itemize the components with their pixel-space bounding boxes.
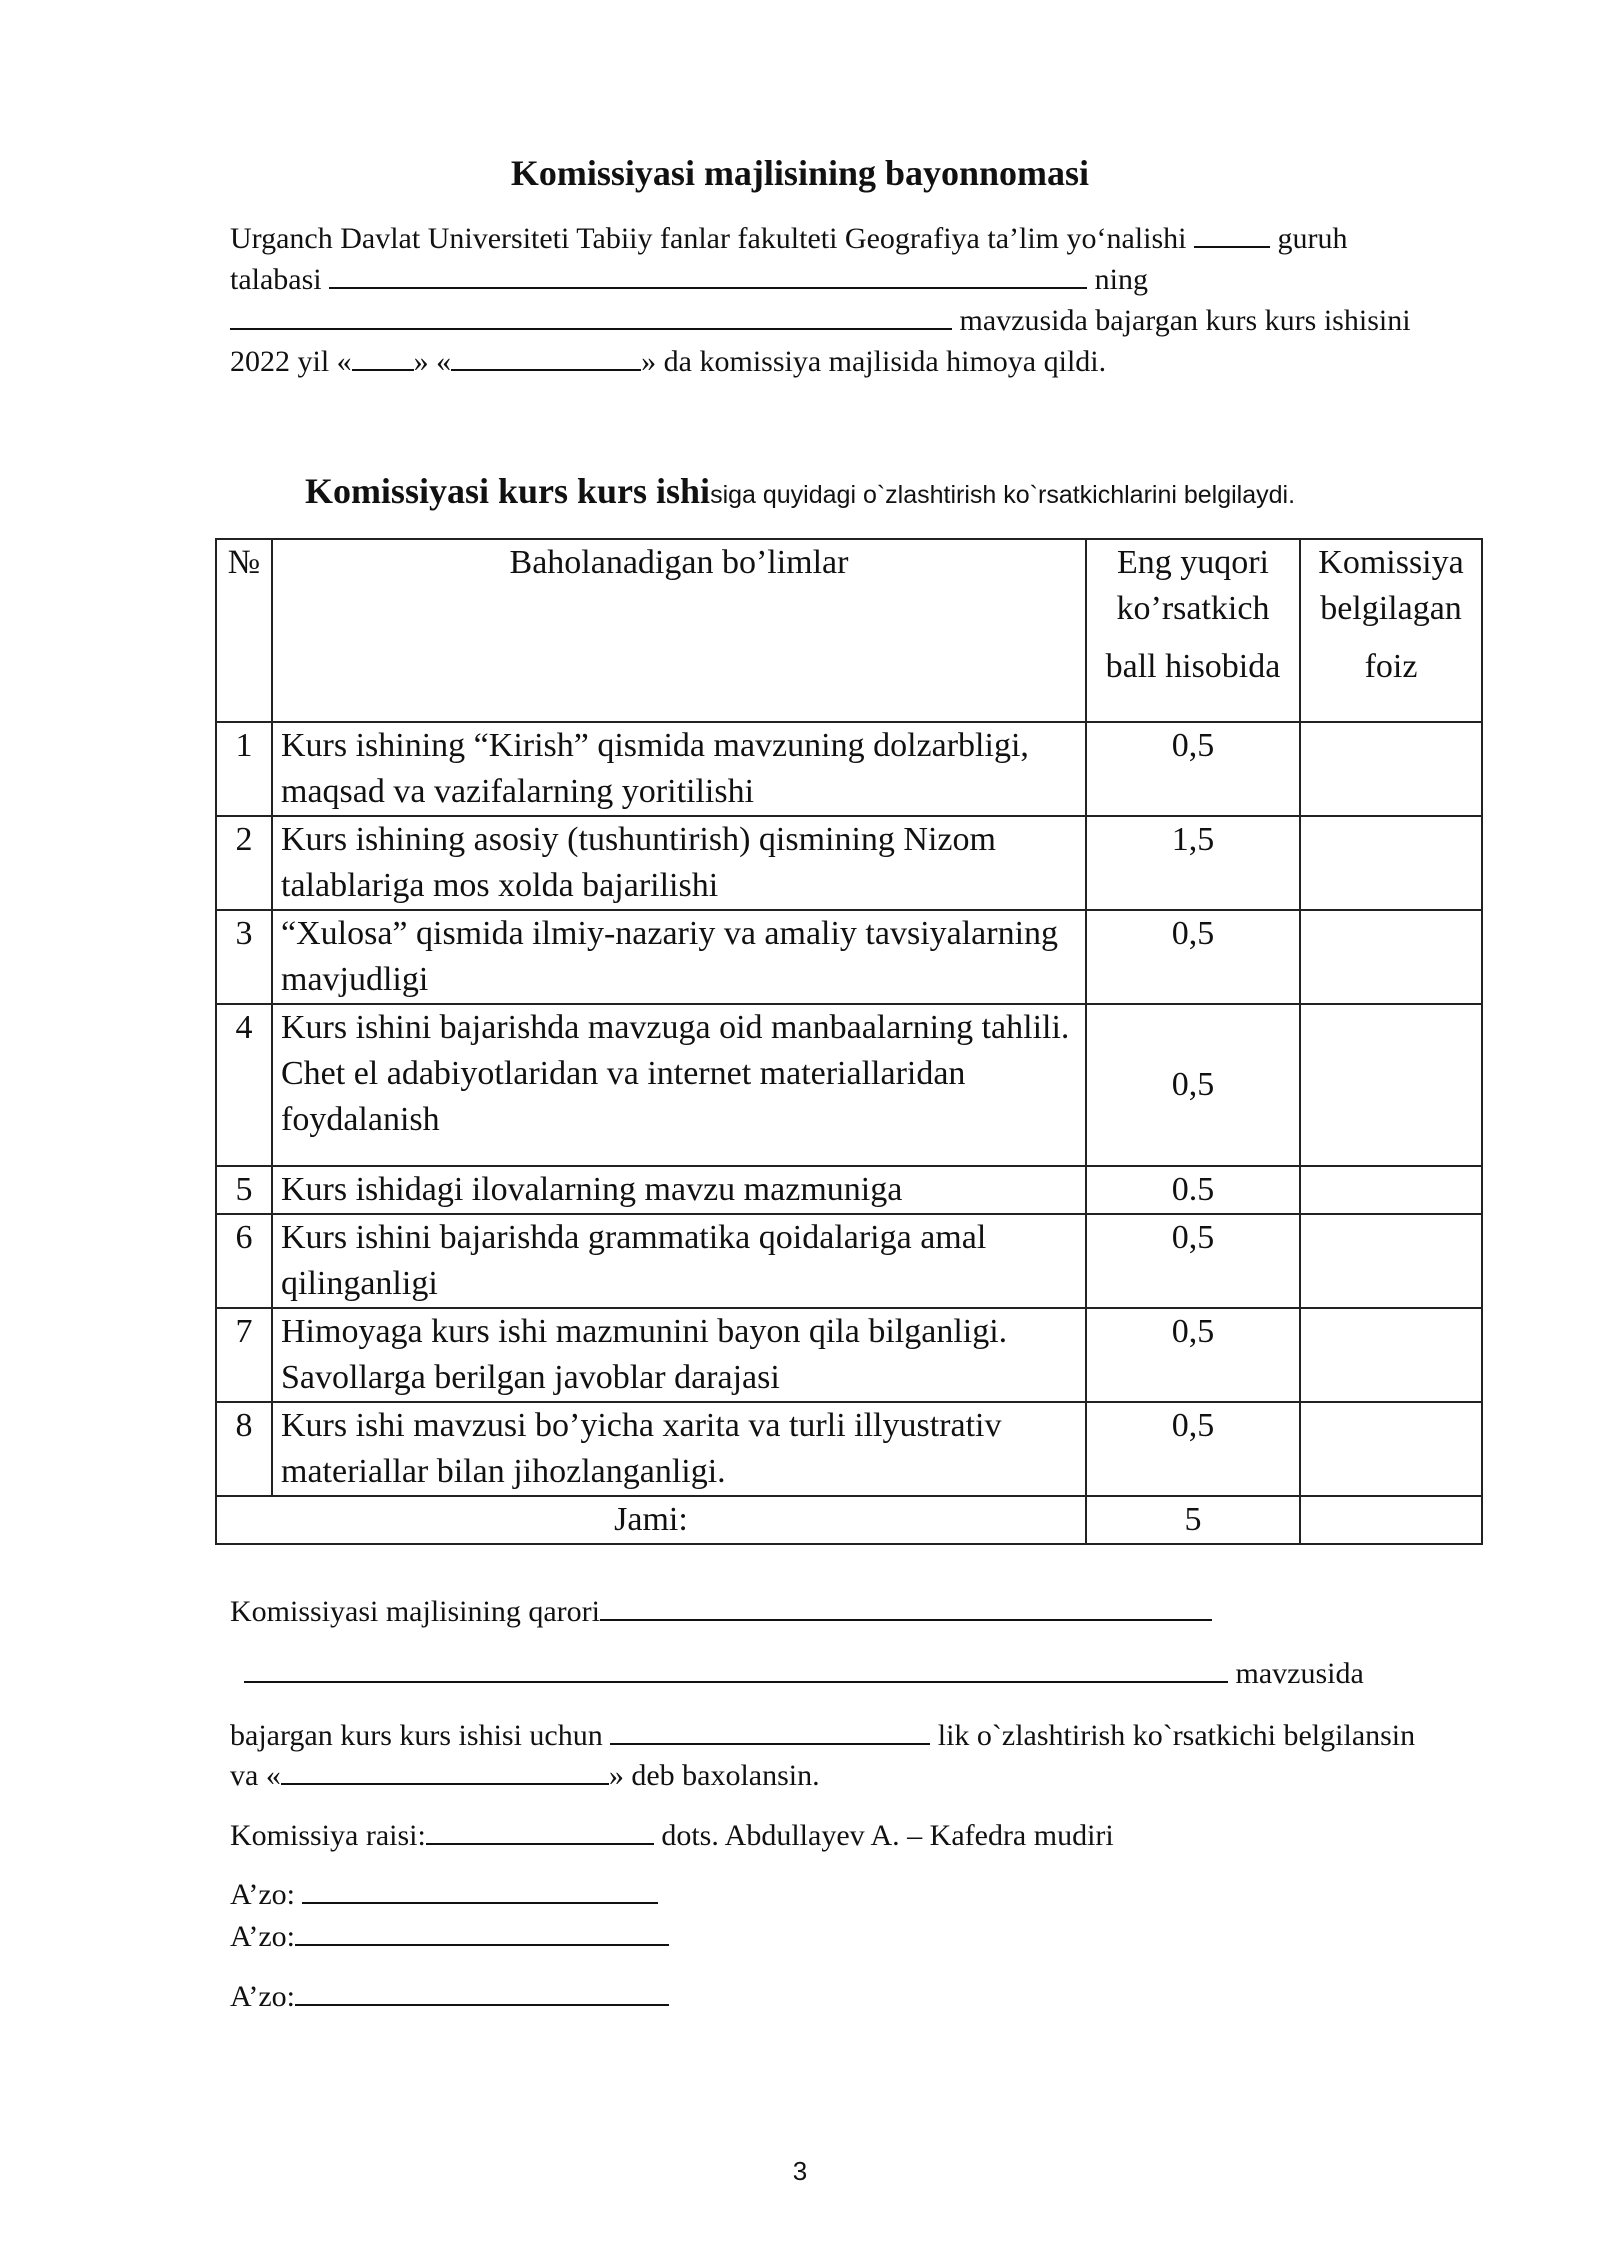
chair-label: Komissiya raisi: (230, 1819, 426, 1852)
member-signature-line-1 (230, 1874, 658, 1915)
intro-line-1 (230, 218, 1490, 259)
row-number: 5 (216, 1166, 272, 1214)
row-criterion: “Xulosa” qismida ilmiy-nazariy va amaliy tavsiyalarning mavjudligi (272, 910, 1086, 1004)
row-max-score: 0,5 (1086, 1214, 1300, 1308)
max-score-header-line-1: Eng yuqori (1116, 544, 1270, 581)
decision-label: Komissiyasi majlisining qarori (230, 1595, 600, 1628)
mastery-text: lik o`zlashtirish ko`rsatkichi belgilansin (937, 1719, 1416, 1752)
chair-signature-line (230, 1815, 1114, 1856)
topic-blank (230, 300, 952, 330)
table-row (216, 910, 1482, 1004)
row-number: 2 (216, 816, 272, 910)
student-label: talabasi (230, 263, 322, 296)
table-total-row (216, 1496, 1482, 1544)
row-number: 3 (216, 910, 272, 1004)
row-criterion: Kurs ishini bajarishda grammatika qoidalariga amal qilinganligi (272, 1214, 1086, 1308)
date-separator: » « (413, 345, 452, 378)
decision-topic-suffix: mavzusida (1235, 1657, 1364, 1690)
criteria-heading (0, 470, 1600, 512)
intro-faculty-text: Urganch Davlat Universiteti Tabiiy fanlar fakulteti Geografiya ta’lim yo‘nalishi (230, 222, 1187, 255)
row-criterion: Kurs ishini bajarishda mavzuga oid manbaalarning tahlili. Chet el adabiyotlaridan va internet materiallaridan foydalanish (272, 1004, 1086, 1166)
max-score-header-line-3: ball hisobida (1105, 648, 1281, 685)
group-blank (1194, 218, 1270, 248)
row-number: 6 (216, 1214, 272, 1308)
row-commission-score[interactable] (1300, 1004, 1482, 1166)
table-row (216, 1402, 1482, 1496)
column-header-commission (1300, 539, 1482, 722)
month-blank (451, 341, 641, 371)
topic-suffix: mavzusida bajargan kurs kurs ishisini (959, 304, 1411, 337)
row-max-score: 0,5 (1086, 1402, 1300, 1496)
chair-name: dots. Abdullayev A. – Kafedra mudiri (661, 1819, 1114, 1852)
row-max-score: 0,5 (1086, 1308, 1300, 1402)
row-number: 7 (216, 1308, 272, 1402)
intro-line-4 (230, 341, 1490, 382)
decision-line-1 (230, 1591, 1212, 1632)
column-header-section: Baholanadigan bo’limlar (272, 539, 1086, 722)
member-signature-line-2 (230, 1916, 669, 1957)
table-row (216, 1214, 1482, 1308)
grade-blank (281, 1755, 609, 1785)
decision-line-4 (230, 1755, 820, 1796)
table-row (216, 816, 1482, 910)
intro-line-2 (230, 259, 1490, 300)
member-signature-line-3 (230, 1976, 669, 2017)
row-max-score: 1,5 (1086, 816, 1300, 910)
commission-header-line-2: belgilagan (1320, 590, 1462, 627)
row-max-score: 0.5 (1086, 1166, 1300, 1214)
row-commission-score[interactable] (1300, 1214, 1482, 1308)
intro-line-3 (230, 300, 1490, 341)
member-label: A’zo: (230, 1878, 303, 1911)
row-max-score: 0,5 (1086, 910, 1300, 1004)
row-commission-score[interactable] (1300, 1166, 1482, 1214)
row-commission-score[interactable] (1300, 1308, 1482, 1402)
criteria-heading-small: siga quyidagi o`zlashtirish ko`rsatkichlarini belgilaydi. (710, 481, 1296, 509)
total-commission-score[interactable] (1300, 1496, 1482, 1544)
student-suffix: ning (1094, 263, 1148, 296)
max-score-header-line-2: ko’rsatkich (1116, 590, 1270, 627)
intro-paragraph (230, 218, 1490, 382)
row-criterion: Kurs ishi mavzusi bo’yicha xarita va turli illyustrativ materiallar bilan jihozlanganligi. (272, 1402, 1086, 1496)
row-criterion: Kurs ishidagi ilovalarning mavzu mazmuniga (272, 1166, 1086, 1214)
table-row (216, 1004, 1482, 1166)
row-max-score: 0,5 (1086, 1004, 1300, 1166)
row-commission-score[interactable] (1300, 1402, 1482, 1496)
table-header-row (216, 539, 1482, 722)
row-criterion: Kurs ishining “Kirish” qismida mavzuning dolzarbligi, maqsad va vazifalarning yoritilishi (272, 722, 1086, 816)
member-signature-blank (295, 1976, 669, 2006)
row-max-score: 0,5 (1086, 722, 1300, 816)
column-header-number: № (216, 539, 272, 722)
row-commission-score[interactable] (1300, 816, 1482, 910)
row-number: 8 (216, 1402, 272, 1496)
row-criterion: Himoyaga kurs ishi mazmunini bayon qila bilganligi. Savollarga berilgan javoblar darajasi (272, 1308, 1086, 1402)
chair-signature-blank (426, 1815, 654, 1845)
grade-tail: » deb baxolansin. (608, 1759, 820, 1792)
group-label: guruh (1277, 222, 1348, 255)
decision-work-label: bajargan kurs kurs ishisi uchun (230, 1719, 603, 1752)
decision-topic-blank (244, 1653, 1228, 1683)
commission-header-line-3: foiz (1364, 648, 1418, 685)
defense-text: » da komissiya majlisida himoya qildi. (641, 345, 1107, 378)
decision-line-3 (230, 1715, 1530, 1756)
day-blank (352, 341, 414, 371)
total-max-score: 5 (1086, 1496, 1300, 1544)
student-name-blank (329, 259, 1087, 289)
row-commission-score[interactable] (1300, 722, 1482, 816)
page-number: 3 (792, 2156, 808, 2186)
member-signature-blank (302, 1874, 658, 1904)
table-row (216, 1308, 1482, 1402)
criteria-heading-bold: Komissiyasi kurs kurs ishi (304, 471, 711, 511)
document-title: Komissiyasi majlisining bayonnomasi (510, 153, 1090, 193)
commission-header-line-1: Komissiya (1318, 544, 1464, 581)
grade-lead: va « (230, 1759, 281, 1792)
total-label: Jami: (216, 1496, 1086, 1544)
table-row (216, 722, 1482, 816)
row-commission-score[interactable] (1300, 910, 1482, 1004)
member-label: A’zo: (230, 1980, 295, 2013)
decision-blank (600, 1591, 1212, 1621)
column-header-max-score (1086, 539, 1300, 722)
row-criterion: Kurs ishining asosiy (tushuntirish) qismining Nizom talablariga mos xolda bajarilishi (272, 816, 1086, 910)
row-number: 1 (216, 722, 272, 816)
decision-line-2 (244, 1653, 1364, 1694)
year-label: 2022 yil « (230, 345, 352, 378)
member-signature-blank (295, 1916, 669, 1946)
table-row (216, 1166, 1482, 1214)
row-number: 4 (216, 1004, 272, 1166)
member-label: A’zo: (230, 1920, 295, 1953)
mastery-blank (610, 1715, 930, 1745)
criteria-table (215, 538, 1483, 1545)
